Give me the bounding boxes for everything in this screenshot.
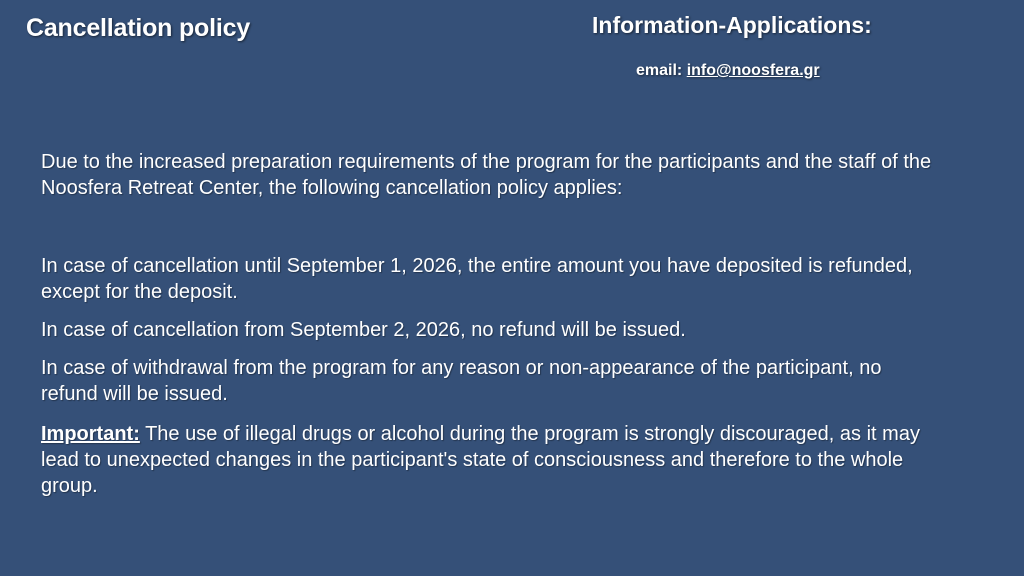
contact-heading: Information-Applications: — [592, 12, 872, 38]
policy-rule-1: In case of cancellation until September 1, 2026, the entire amount you have deposited is refunded, except for the deposit. — [41, 255, 913, 303]
email-line — [636, 62, 820, 80]
policy-rule-3: In case of withdrawal from the program for any reason or non-appearance of the participant, no refund will be issued. — [41, 357, 882, 405]
important-text: The use of illegal drugs or alcohol during the program is strongly discouraged, as it may lead to unexpected changes in the participant's state of consciousness and therefore to the whole group. — [41, 423, 920, 497]
important-note — [41, 421, 941, 499]
email-label: email: — [636, 62, 683, 79]
policy-rule-2: In case of cancellation from September 2, 2026, no refund will be issued. — [41, 319, 686, 341]
intro-paragraph: Due to the increased preparation requirements of the program for the participants and the staff of the Noosfera Retreat Center, the following cancellation policy applies: — [41, 151, 932, 199]
page-title: Cancellation policy — [26, 14, 251, 42]
email-link[interactable]: info@noosfera.gr — [686, 62, 820, 79]
important-label: Important: — [41, 423, 140, 445]
